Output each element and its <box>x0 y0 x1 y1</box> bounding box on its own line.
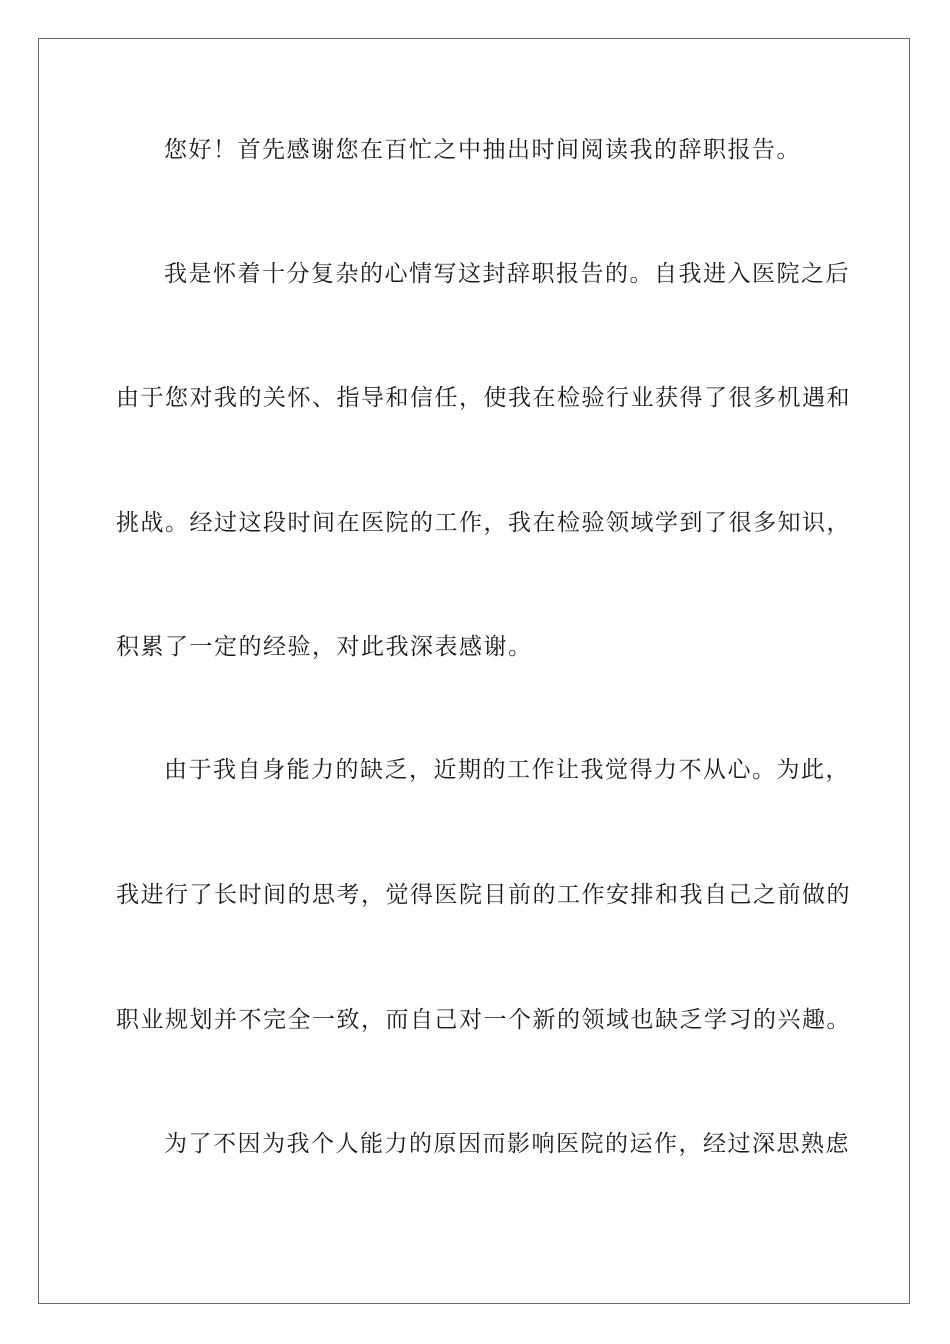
page-frame <box>38 38 910 1304</box>
paragraph-2-line-1: 我是怀着十分复杂的心情写这封辞职报告的。自我进入医院之后 <box>164 261 850 287</box>
paragraph-2-line-4: 积累了一定的经验，对此我深表感谢。 <box>116 634 533 660</box>
paragraph-3-line-1: 由于我自身能力的缺乏，近期的工作让我觉得力不从心。为此， <box>164 757 850 783</box>
paragraph-2-line-3: 挑战。经过这段时间在医院的工作，我在检验领域学到了很多知识， <box>116 510 851 536</box>
paragraph-2-line-2: 由于您对我的关怀、指导和信任，使我在检验行业获得了很多机遇和 <box>116 385 851 411</box>
paragraph-3-line-2: 我进行了长时间的思考，觉得医院目前的工作安排和我自己之前做的 <box>116 882 851 908</box>
paragraph-4-line-1: 为了不因为我个人能力的原因而影响医院的运作，经过深思熟虑 <box>164 1131 850 1157</box>
paragraph-3-line-3: 职业规划并不完全一致，而自己对一个新的领域也缺乏学习的兴趣。 <box>116 1007 851 1033</box>
greeting-line: 您好！首先感谢您在百忙之中抽出时间阅读我的辞职报告。 <box>164 137 801 163</box>
